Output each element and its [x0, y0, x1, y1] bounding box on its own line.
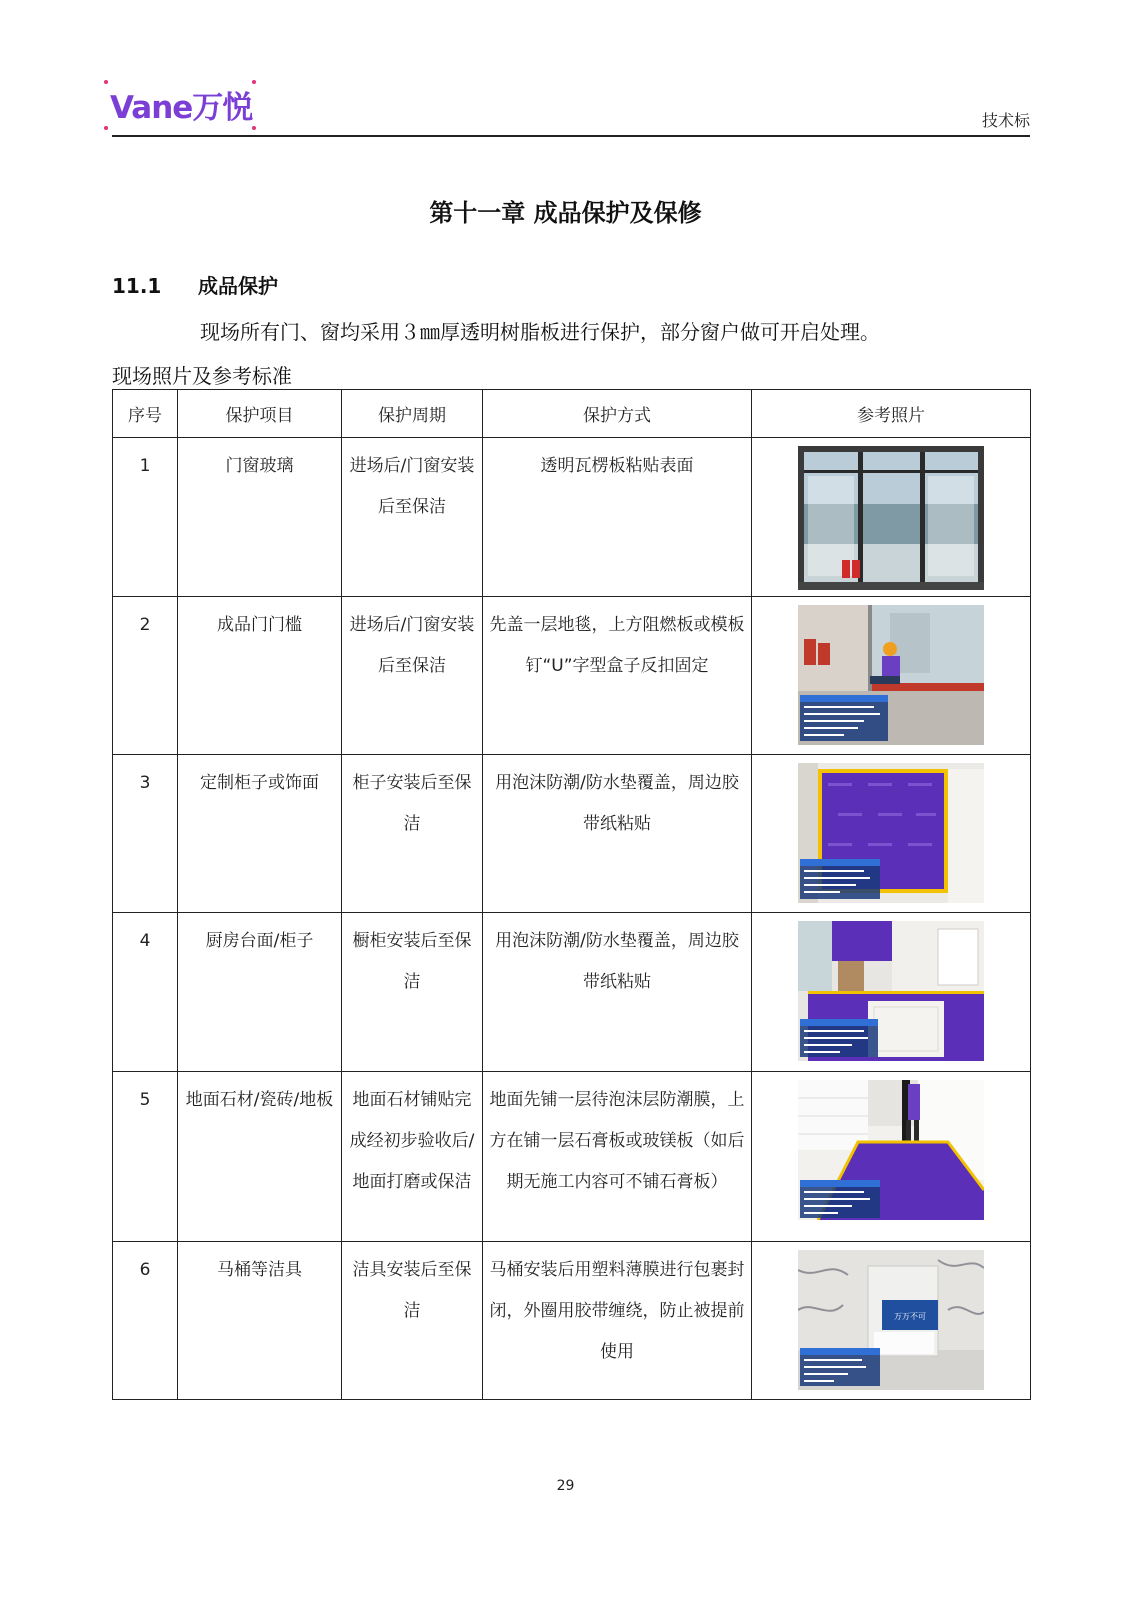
- logo-dot: [252, 80, 256, 84]
- page-number: 29: [556, 1478, 575, 1494]
- column-header: 序号: [113, 390, 178, 438]
- table-caption: 现场照片及参考标准: [112, 364, 292, 388]
- protection-method: 先盖一层地毯，上方阻燃板或模板钉“U”字型盒子反扣固定: [483, 597, 752, 755]
- page-header: [112, 74, 1030, 136]
- table-row: [113, 438, 1031, 597]
- protection-item: 地面石材/瓷砖/地板: [178, 1072, 342, 1242]
- reference-photo-cell: [752, 755, 1031, 913]
- protection-method: 马桶安装后用塑料薄膜进行包裹封闭，外圈用胶带缠绕，防止被提前使用: [483, 1242, 752, 1400]
- logo-dot: [252, 126, 256, 130]
- row-number: 1: [113, 438, 178, 597]
- cabinet-wall-protection-photo: [798, 763, 984, 903]
- section-number: 11.1: [112, 274, 162, 298]
- protection-method: 透明瓦楞板粘贴表面: [483, 438, 752, 597]
- kitchen-counter-protection-photo: [798, 921, 984, 1061]
- protection-item: 厨房台面/柜子: [178, 913, 342, 1072]
- column-header: 保护项目: [178, 390, 342, 438]
- section-heading: [112, 270, 278, 299]
- reference-photo-cell: [752, 1072, 1031, 1242]
- logo-dot: [104, 126, 108, 130]
- reference-photo-cell: [752, 597, 1031, 755]
- protection-method: 用泡沫防潮/防水垫覆盖，周边胶带纸粘贴: [483, 913, 752, 1072]
- door-threshold-protection-photo: [798, 605, 984, 745]
- toilet-box-label: 万万不可: [894, 1312, 926, 1321]
- logo-text: Vane万悦: [110, 90, 253, 126]
- row-number: 6: [113, 1242, 178, 1400]
- section-title: 成品保护: [198, 274, 278, 298]
- reference-photo-cell: [752, 913, 1031, 1072]
- floor-protection-photo: [798, 1080, 984, 1220]
- protection-period: 洁具安装后至保洁: [342, 1242, 483, 1400]
- protection-table: [112, 389, 1031, 1400]
- protection-item: 成品门门槛: [178, 597, 342, 755]
- table-row: [113, 1242, 1031, 1400]
- chapter-title: 第十一章 成品保护及保修: [429, 199, 702, 227]
- row-number: 5: [113, 1072, 178, 1242]
- row-number: 4: [113, 913, 178, 1072]
- table-row: [113, 597, 1031, 755]
- table-row: [113, 913, 1031, 1072]
- vane-logo: [104, 80, 270, 132]
- protection-method: 用泡沫防潮/防水垫覆盖，周边胶带纸粘贴: [483, 755, 752, 913]
- protection-period: 橱柜安装后至保洁: [342, 913, 483, 1072]
- column-header: 参考照片: [752, 390, 1031, 438]
- protection-period: 地面石材铺贴完成经初步验收后/地面打磨或保洁: [342, 1072, 483, 1242]
- intro-paragraph: 现场所有门、窗均采用３㎜厚透明树脂板进行保护，部分窗户做可开启处理。: [200, 320, 880, 344]
- table-header-row: [113, 390, 1031, 438]
- column-header: 保护周期: [342, 390, 483, 438]
- protection-item: 马桶等洁具: [178, 1242, 342, 1400]
- header-doc-type: 技术标: [981, 111, 1030, 130]
- window-glass-protection-photo: [798, 446, 984, 590]
- column-header: 保护方式: [483, 390, 752, 438]
- header-divider: [112, 135, 1030, 137]
- protection-period: 柜子安装后至保洁: [342, 755, 483, 913]
- toilet-protection-photo: [798, 1250, 984, 1390]
- protection-item: 门窗玻璃: [178, 438, 342, 597]
- protection-period: 进场后/门窗安装后至保洁: [342, 438, 483, 597]
- table-row: [113, 755, 1031, 913]
- logo-dot: [104, 80, 108, 84]
- reference-photo-cell: [752, 438, 1031, 597]
- table-row: [113, 1072, 1031, 1242]
- row-number: 2: [113, 597, 178, 755]
- protection-method: 地面先铺一层待泡沫层防潮膜，上方在铺一层石膏板或玻镁板（如后期无施工内容可不铺石膏板）: [483, 1072, 752, 1242]
- protection-item: 定制柜子或饰面: [178, 755, 342, 913]
- protection-period: 进场后/门窗安装后至保洁: [342, 597, 483, 755]
- row-number: 3: [113, 755, 178, 913]
- reference-photo-cell: [752, 1242, 1031, 1400]
